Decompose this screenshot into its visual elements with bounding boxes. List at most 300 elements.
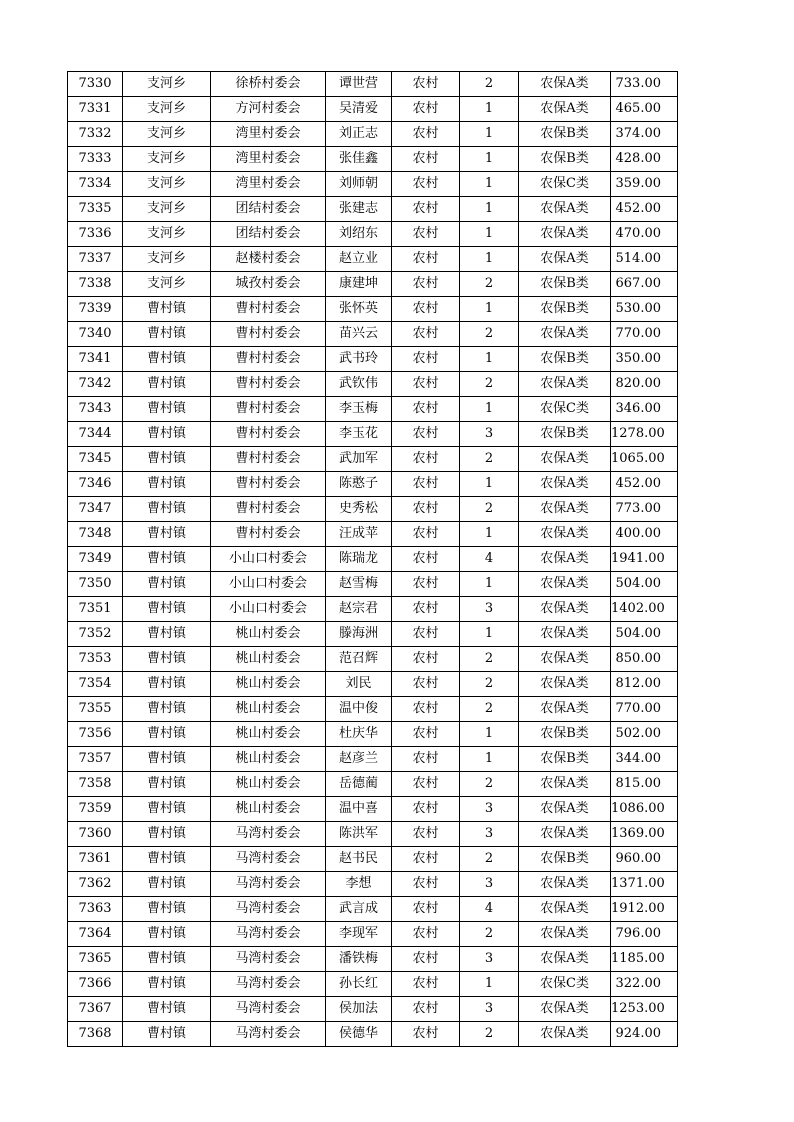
household-size-cell: 2 bbox=[460, 322, 519, 347]
serial-number-cell: 7368 bbox=[68, 1022, 123, 1047]
area-type-cell: 农村 bbox=[392, 397, 460, 422]
amount-cell: 465.00 bbox=[611, 97, 678, 122]
roster-body bbox=[68, 72, 678, 1047]
table-row bbox=[68, 647, 678, 672]
household-size-cell: 2 bbox=[460, 772, 519, 797]
table-row bbox=[68, 422, 678, 447]
household-size-cell: 3 bbox=[460, 797, 519, 822]
household-size-cell: 2 bbox=[460, 272, 519, 297]
area-type-cell: 农村 bbox=[392, 447, 460, 472]
township-cell: 支河乡 bbox=[123, 147, 211, 172]
amount-cell: 812.00 bbox=[611, 672, 678, 697]
table-row bbox=[68, 822, 678, 847]
insurance-category-cell: 农保A类 bbox=[519, 922, 611, 947]
serial-number-cell: 7357 bbox=[68, 747, 123, 772]
village-committee-cell: 团结村委会 bbox=[211, 222, 326, 247]
table-row bbox=[68, 522, 678, 547]
area-type-cell: 农村 bbox=[392, 347, 460, 372]
village-committee-cell: 马湾村委会 bbox=[211, 897, 326, 922]
area-type-cell: 农村 bbox=[392, 947, 460, 972]
household-size-cell: 1 bbox=[460, 97, 519, 122]
area-type-cell: 农村 bbox=[392, 722, 460, 747]
name-cell: 陈瑞龙 bbox=[326, 547, 392, 572]
name-cell: 谭世营 bbox=[326, 72, 392, 97]
household-size-cell: 2 bbox=[460, 672, 519, 697]
insurance-category-cell: 农保B类 bbox=[519, 122, 611, 147]
serial-number-cell: 7366 bbox=[68, 972, 123, 997]
table-row bbox=[68, 447, 678, 472]
amount-cell: 350.00 bbox=[611, 347, 678, 372]
township-cell: 曹村镇 bbox=[123, 922, 211, 947]
table-row bbox=[68, 697, 678, 722]
name-cell: 滕海洲 bbox=[326, 622, 392, 647]
area-type-cell: 农村 bbox=[392, 147, 460, 172]
household-size-cell: 1 bbox=[460, 622, 519, 647]
table-row bbox=[68, 97, 678, 122]
area-type-cell: 农村 bbox=[392, 172, 460, 197]
village-committee-cell: 湾里村委会 bbox=[211, 147, 326, 172]
insurance-category-cell: 农保B类 bbox=[519, 722, 611, 747]
table-row bbox=[68, 247, 678, 272]
serial-number-cell: 7333 bbox=[68, 147, 123, 172]
household-size-cell: 1 bbox=[460, 397, 519, 422]
name-cell: 赵立业 bbox=[326, 247, 392, 272]
township-cell: 曹村镇 bbox=[123, 322, 211, 347]
amount-cell: 504.00 bbox=[611, 622, 678, 647]
serial-number-cell: 7358 bbox=[68, 772, 123, 797]
serial-number-cell: 7346 bbox=[68, 472, 123, 497]
area-type-cell: 农村 bbox=[392, 547, 460, 572]
village-committee-cell: 方河村委会 bbox=[211, 97, 326, 122]
village-committee-cell: 马湾村委会 bbox=[211, 947, 326, 972]
township-cell: 曹村镇 bbox=[123, 372, 211, 397]
area-type-cell: 农村 bbox=[392, 372, 460, 397]
amount-cell: 770.00 bbox=[611, 322, 678, 347]
insurance-category-cell: 农保C类 bbox=[519, 972, 611, 997]
amount-cell: 400.00 bbox=[611, 522, 678, 547]
serial-number-cell: 7359 bbox=[68, 797, 123, 822]
village-committee-cell: 曹村村委会 bbox=[211, 422, 326, 447]
household-size-cell: 2 bbox=[460, 372, 519, 397]
amount-cell: 1402.00 bbox=[611, 597, 678, 622]
village-committee-cell: 马湾村委会 bbox=[211, 972, 326, 997]
name-cell: 李玉梅 bbox=[326, 397, 392, 422]
table-row bbox=[68, 472, 678, 497]
township-cell: 曹村镇 bbox=[123, 647, 211, 672]
name-cell: 赵宗君 bbox=[326, 597, 392, 622]
serial-number-cell: 7343 bbox=[68, 397, 123, 422]
insurance-category-cell: 农保B类 bbox=[519, 297, 611, 322]
area-type-cell: 农村 bbox=[392, 597, 460, 622]
insurance-category-cell: 农保A类 bbox=[519, 222, 611, 247]
serial-number-cell: 7342 bbox=[68, 372, 123, 397]
township-cell: 曹村镇 bbox=[123, 672, 211, 697]
household-size-cell: 1 bbox=[460, 122, 519, 147]
area-type-cell: 农村 bbox=[392, 772, 460, 797]
name-cell: 杜庆华 bbox=[326, 722, 392, 747]
village-committee-cell: 曹村村委会 bbox=[211, 397, 326, 422]
village-committee-cell: 马湾村委会 bbox=[211, 922, 326, 947]
table-row bbox=[68, 497, 678, 522]
area-type-cell: 农村 bbox=[392, 572, 460, 597]
village-committee-cell: 小山口村委会 bbox=[211, 597, 326, 622]
name-cell: 张建志 bbox=[326, 197, 392, 222]
name-cell: 吴清爱 bbox=[326, 97, 392, 122]
area-type-cell: 农村 bbox=[392, 122, 460, 147]
amount-cell: 530.00 bbox=[611, 297, 678, 322]
township-cell: 支河乡 bbox=[123, 72, 211, 97]
township-cell: 曹村镇 bbox=[123, 1022, 211, 1047]
household-size-cell: 2 bbox=[460, 922, 519, 947]
area-type-cell: 农村 bbox=[392, 647, 460, 672]
village-committee-cell: 桃山村委会 bbox=[211, 622, 326, 647]
township-cell: 曹村镇 bbox=[123, 897, 211, 922]
township-cell: 曹村镇 bbox=[123, 347, 211, 372]
village-committee-cell: 桃山村委会 bbox=[211, 672, 326, 697]
serial-number-cell: 7348 bbox=[68, 522, 123, 547]
township-cell: 曹村镇 bbox=[123, 472, 211, 497]
table-row bbox=[68, 397, 678, 422]
table-row bbox=[68, 797, 678, 822]
insurance-category-cell: 农保A类 bbox=[519, 522, 611, 547]
serial-number-cell: 7354 bbox=[68, 672, 123, 697]
insurance-category-cell: 农保A类 bbox=[519, 822, 611, 847]
name-cell: 张佳鑫 bbox=[326, 147, 392, 172]
serial-number-cell: 7347 bbox=[68, 497, 123, 522]
area-type-cell: 农村 bbox=[392, 922, 460, 947]
insurance-category-cell: 农保A类 bbox=[519, 497, 611, 522]
township-cell: 支河乡 bbox=[123, 122, 211, 147]
insurance-category-cell: 农保B类 bbox=[519, 422, 611, 447]
township-cell: 曹村镇 bbox=[123, 547, 211, 572]
township-cell: 支河乡 bbox=[123, 272, 211, 297]
village-committee-cell: 桃山村委会 bbox=[211, 697, 326, 722]
amount-cell: 470.00 bbox=[611, 222, 678, 247]
table-row bbox=[68, 297, 678, 322]
area-type-cell: 农村 bbox=[392, 197, 460, 222]
name-cell: 李玉花 bbox=[326, 422, 392, 447]
table-row bbox=[68, 122, 678, 147]
serial-number-cell: 7356 bbox=[68, 722, 123, 747]
area-type-cell: 农村 bbox=[392, 422, 460, 447]
amount-cell: 359.00 bbox=[611, 172, 678, 197]
amount-cell: 960.00 bbox=[611, 847, 678, 872]
serial-number-cell: 7362 bbox=[68, 872, 123, 897]
household-size-cell: 1 bbox=[460, 147, 519, 172]
amount-cell: 344.00 bbox=[611, 747, 678, 772]
serial-number-cell: 7344 bbox=[68, 422, 123, 447]
area-type-cell: 农村 bbox=[392, 897, 460, 922]
area-type-cell: 农村 bbox=[392, 72, 460, 97]
insurance-category-cell: 农保A类 bbox=[519, 947, 611, 972]
table-row bbox=[68, 147, 678, 172]
table-row bbox=[68, 622, 678, 647]
area-type-cell: 农村 bbox=[392, 297, 460, 322]
township-cell: 曹村镇 bbox=[123, 447, 211, 472]
household-size-cell: 3 bbox=[460, 872, 519, 897]
township-cell: 支河乡 bbox=[123, 222, 211, 247]
village-committee-cell: 湾里村委会 bbox=[211, 122, 326, 147]
household-size-cell: 2 bbox=[460, 647, 519, 672]
serial-number-cell: 7339 bbox=[68, 297, 123, 322]
name-cell: 李想 bbox=[326, 872, 392, 897]
insurance-category-cell: 农保A类 bbox=[519, 247, 611, 272]
insurance-category-cell: 农保C类 bbox=[519, 172, 611, 197]
insurance-category-cell: 农保A类 bbox=[519, 472, 611, 497]
name-cell: 赵书民 bbox=[326, 847, 392, 872]
serial-number-cell: 7352 bbox=[68, 622, 123, 647]
name-cell: 范召辉 bbox=[326, 647, 392, 672]
serial-number-cell: 7330 bbox=[68, 72, 123, 97]
area-type-cell: 农村 bbox=[392, 747, 460, 772]
village-committee-cell: 曹村村委会 bbox=[211, 447, 326, 472]
serial-number-cell: 7338 bbox=[68, 272, 123, 297]
village-committee-cell: 徐桥村委会 bbox=[211, 72, 326, 97]
table-row bbox=[68, 772, 678, 797]
table-row bbox=[68, 197, 678, 222]
area-type-cell: 农村 bbox=[392, 822, 460, 847]
household-size-cell: 3 bbox=[460, 997, 519, 1022]
village-committee-cell: 曹村村委会 bbox=[211, 297, 326, 322]
insurance-category-cell: 农保A类 bbox=[519, 572, 611, 597]
amount-cell: 820.00 bbox=[611, 372, 678, 397]
name-cell: 李现军 bbox=[326, 922, 392, 947]
village-committee-cell: 马湾村委会 bbox=[211, 847, 326, 872]
village-committee-cell: 桃山村委会 bbox=[211, 747, 326, 772]
township-cell: 曹村镇 bbox=[123, 847, 211, 872]
amount-cell: 1912.00 bbox=[611, 897, 678, 922]
area-type-cell: 农村 bbox=[392, 697, 460, 722]
table-row bbox=[68, 997, 678, 1022]
township-cell: 曹村镇 bbox=[123, 597, 211, 622]
table-row bbox=[68, 347, 678, 372]
village-committee-cell: 城孜村委会 bbox=[211, 272, 326, 297]
village-committee-cell: 赵楼村委会 bbox=[211, 247, 326, 272]
area-type-cell: 农村 bbox=[392, 222, 460, 247]
household-size-cell: 1 bbox=[460, 572, 519, 597]
insurance-category-cell: 农保B类 bbox=[519, 347, 611, 372]
table-row bbox=[68, 547, 678, 572]
village-committee-cell: 曹村村委会 bbox=[211, 497, 326, 522]
township-cell: 曹村镇 bbox=[123, 872, 211, 897]
name-cell: 温中喜 bbox=[326, 797, 392, 822]
serial-number-cell: 7361 bbox=[68, 847, 123, 872]
table-row bbox=[68, 1022, 678, 1047]
village-committee-cell: 曹村村委会 bbox=[211, 522, 326, 547]
serial-number-cell: 7351 bbox=[68, 597, 123, 622]
village-committee-cell: 团结村委会 bbox=[211, 197, 326, 222]
township-cell: 曹村镇 bbox=[123, 522, 211, 547]
area-type-cell: 农村 bbox=[392, 472, 460, 497]
amount-cell: 504.00 bbox=[611, 572, 678, 597]
table-row bbox=[68, 172, 678, 197]
name-cell: 孙长红 bbox=[326, 972, 392, 997]
table-row bbox=[68, 897, 678, 922]
table-row bbox=[68, 972, 678, 997]
household-size-cell: 1 bbox=[460, 297, 519, 322]
township-cell: 曹村镇 bbox=[123, 947, 211, 972]
serial-number-cell: 7367 bbox=[68, 997, 123, 1022]
table-row bbox=[68, 672, 678, 697]
serial-number-cell: 7365 bbox=[68, 947, 123, 972]
household-size-cell: 2 bbox=[460, 697, 519, 722]
name-cell: 潘铁梅 bbox=[326, 947, 392, 972]
serial-number-cell: 7349 bbox=[68, 547, 123, 572]
insurance-category-cell: 农保A类 bbox=[519, 872, 611, 897]
name-cell: 武钦伟 bbox=[326, 372, 392, 397]
township-cell: 曹村镇 bbox=[123, 747, 211, 772]
household-size-cell: 3 bbox=[460, 597, 519, 622]
township-cell: 曹村镇 bbox=[123, 772, 211, 797]
insurance-category-cell: 农保A类 bbox=[519, 597, 611, 622]
name-cell: 刘师朝 bbox=[326, 172, 392, 197]
household-size-cell: 2 bbox=[460, 72, 519, 97]
village-committee-cell: 马湾村委会 bbox=[211, 822, 326, 847]
name-cell: 史秀松 bbox=[326, 497, 392, 522]
area-type-cell: 农村 bbox=[392, 847, 460, 872]
name-cell: 张怀英 bbox=[326, 297, 392, 322]
table-row bbox=[68, 572, 678, 597]
amount-cell: 1065.00 bbox=[611, 447, 678, 472]
insurance-category-cell: 农保A类 bbox=[519, 897, 611, 922]
name-cell: 侯加法 bbox=[326, 997, 392, 1022]
insurance-category-cell: 农保A类 bbox=[519, 197, 611, 222]
name-cell: 侯德华 bbox=[326, 1022, 392, 1047]
household-size-cell: 2 bbox=[460, 447, 519, 472]
insurance-category-cell: 农保A类 bbox=[519, 647, 611, 672]
village-committee-cell: 马湾村委会 bbox=[211, 1022, 326, 1047]
insurance-category-cell: 农保B类 bbox=[519, 147, 611, 172]
serial-number-cell: 7360 bbox=[68, 822, 123, 847]
table-row bbox=[68, 847, 678, 872]
household-size-cell: 1 bbox=[460, 222, 519, 247]
amount-cell: 428.00 bbox=[611, 147, 678, 172]
name-cell: 刘正志 bbox=[326, 122, 392, 147]
township-cell: 支河乡 bbox=[123, 97, 211, 122]
insurance-category-cell: 农保A类 bbox=[519, 622, 611, 647]
household-size-cell: 1 bbox=[460, 172, 519, 197]
township-cell: 曹村镇 bbox=[123, 697, 211, 722]
amount-cell: 796.00 bbox=[611, 922, 678, 947]
household-size-cell: 2 bbox=[460, 1022, 519, 1047]
area-type-cell: 农村 bbox=[392, 522, 460, 547]
household-size-cell: 1 bbox=[460, 722, 519, 747]
table-row bbox=[68, 872, 678, 897]
name-cell: 武言成 bbox=[326, 897, 392, 922]
name-cell: 汪成苹 bbox=[326, 522, 392, 547]
amount-cell: 770.00 bbox=[611, 697, 678, 722]
serial-number-cell: 7337 bbox=[68, 247, 123, 272]
amount-cell: 322.00 bbox=[611, 972, 678, 997]
name-cell: 赵雪梅 bbox=[326, 572, 392, 597]
village-committee-cell: 桃山村委会 bbox=[211, 722, 326, 747]
village-committee-cell: 曹村村委会 bbox=[211, 322, 326, 347]
amount-cell: 924.00 bbox=[611, 1022, 678, 1047]
serial-number-cell: 7335 bbox=[68, 197, 123, 222]
area-type-cell: 农村 bbox=[392, 97, 460, 122]
township-cell: 曹村镇 bbox=[123, 997, 211, 1022]
area-type-cell: 农村 bbox=[392, 322, 460, 347]
amount-cell: 502.00 bbox=[611, 722, 678, 747]
table-row bbox=[68, 947, 678, 972]
insurance-category-cell: 农保A类 bbox=[519, 372, 611, 397]
table-row bbox=[68, 922, 678, 947]
household-size-cell: 1 bbox=[460, 347, 519, 372]
name-cell: 陈憨子 bbox=[326, 472, 392, 497]
village-committee-cell: 桃山村委会 bbox=[211, 772, 326, 797]
village-committee-cell: 马湾村委会 bbox=[211, 997, 326, 1022]
amount-cell: 733.00 bbox=[611, 72, 678, 97]
insurance-category-cell: 农保A类 bbox=[519, 72, 611, 97]
township-cell: 曹村镇 bbox=[123, 622, 211, 647]
table-row bbox=[68, 222, 678, 247]
amount-cell: 850.00 bbox=[611, 647, 678, 672]
insurance-category-cell: 农保A类 bbox=[519, 447, 611, 472]
household-size-cell: 3 bbox=[460, 947, 519, 972]
township-cell: 曹村镇 bbox=[123, 797, 211, 822]
name-cell: 武书玲 bbox=[326, 347, 392, 372]
amount-cell: 346.00 bbox=[611, 397, 678, 422]
household-size-cell: 4 bbox=[460, 547, 519, 572]
area-type-cell: 农村 bbox=[392, 272, 460, 297]
amount-cell: 1278.00 bbox=[611, 422, 678, 447]
insurance-category-cell: 农保A类 bbox=[519, 322, 611, 347]
village-committee-cell: 桃山村委会 bbox=[211, 797, 326, 822]
area-type-cell: 农村 bbox=[392, 997, 460, 1022]
amount-cell: 514.00 bbox=[611, 247, 678, 272]
insurance-category-cell: 农保B类 bbox=[519, 847, 611, 872]
village-committee-cell: 曹村村委会 bbox=[211, 372, 326, 397]
serial-number-cell: 7355 bbox=[68, 697, 123, 722]
household-size-cell: 1 bbox=[460, 522, 519, 547]
insurance-category-cell: 农保A类 bbox=[519, 1022, 611, 1047]
table-row bbox=[68, 597, 678, 622]
serial-number-cell: 7332 bbox=[68, 122, 123, 147]
name-cell: 赵彦兰 bbox=[326, 747, 392, 772]
table-row bbox=[68, 372, 678, 397]
household-size-cell: 1 bbox=[460, 472, 519, 497]
township-cell: 支河乡 bbox=[123, 172, 211, 197]
area-type-cell: 农村 bbox=[392, 497, 460, 522]
amount-cell: 452.00 bbox=[611, 472, 678, 497]
area-type-cell: 农村 bbox=[392, 1022, 460, 1047]
household-size-cell: 2 bbox=[460, 497, 519, 522]
amount-cell: 1185.00 bbox=[611, 947, 678, 972]
township-cell: 支河乡 bbox=[123, 197, 211, 222]
household-size-cell: 1 bbox=[460, 197, 519, 222]
serial-number-cell: 7331 bbox=[68, 97, 123, 122]
amount-cell: 374.00 bbox=[611, 122, 678, 147]
amount-cell: 773.00 bbox=[611, 497, 678, 522]
household-size-cell: 1 bbox=[460, 972, 519, 997]
serial-number-cell: 7364 bbox=[68, 922, 123, 947]
insurance-category-cell: 农保A类 bbox=[519, 997, 611, 1022]
household-size-cell: 4 bbox=[460, 897, 519, 922]
amount-cell: 1941.00 bbox=[611, 547, 678, 572]
serial-number-cell: 7334 bbox=[68, 172, 123, 197]
insurance-category-cell: 农保A类 bbox=[519, 547, 611, 572]
name-cell: 武加军 bbox=[326, 447, 392, 472]
amount-cell: 815.00 bbox=[611, 772, 678, 797]
township-cell: 曹村镇 bbox=[123, 497, 211, 522]
village-committee-cell: 曹村村委会 bbox=[211, 472, 326, 497]
village-committee-cell: 曹村村委会 bbox=[211, 347, 326, 372]
insurance-category-cell: 农保A类 bbox=[519, 672, 611, 697]
amount-cell: 667.00 bbox=[611, 272, 678, 297]
serial-number-cell: 7350 bbox=[68, 572, 123, 597]
insurance-category-cell: 农保C类 bbox=[519, 397, 611, 422]
village-committee-cell: 小山口村委会 bbox=[211, 572, 326, 597]
